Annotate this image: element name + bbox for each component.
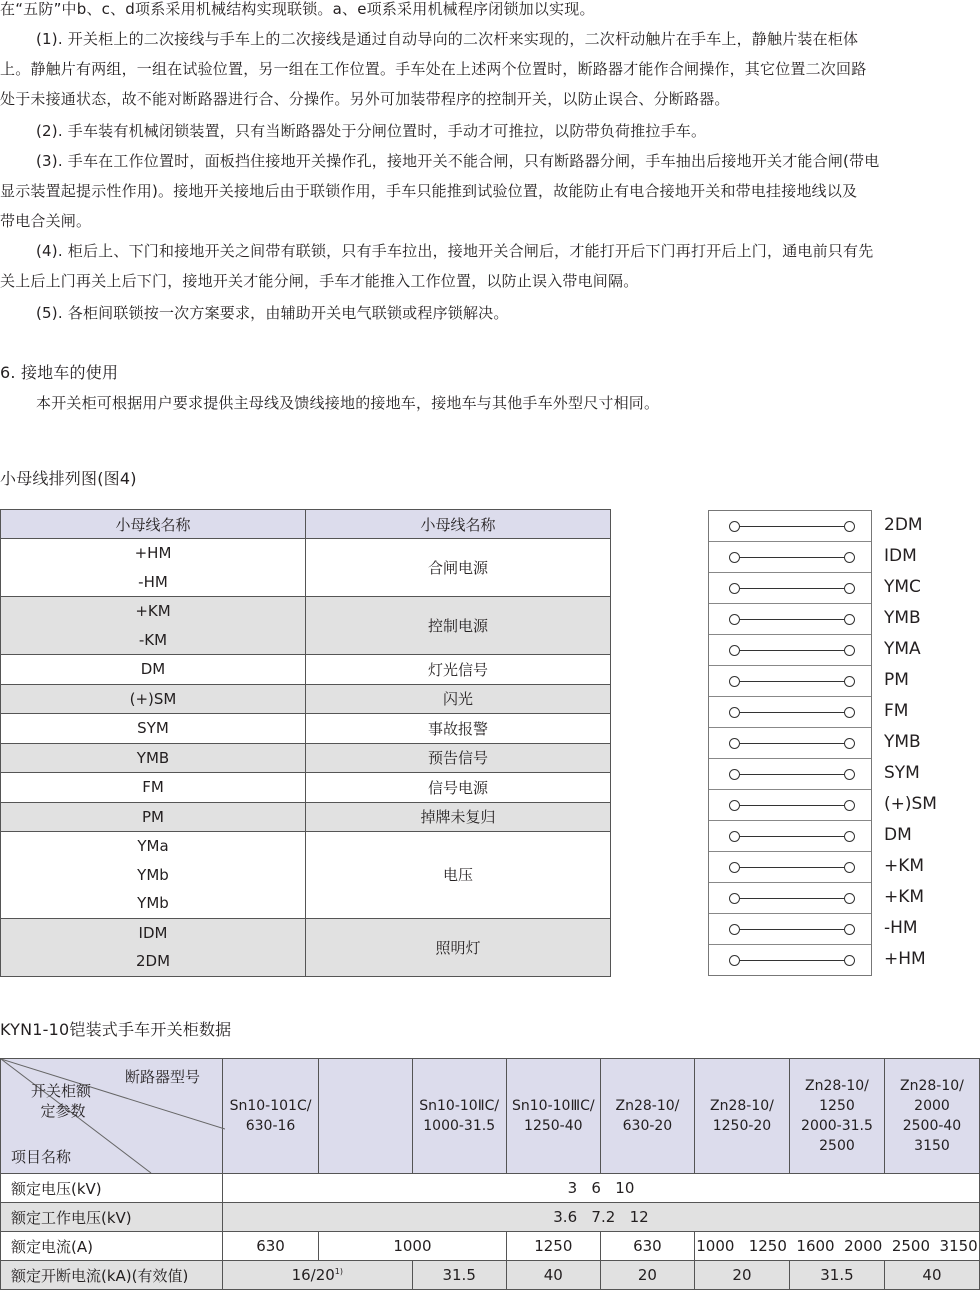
- rated-voltage-value: 3 6 10: [222, 1174, 979, 1203]
- section-6-body: 本开关柜可根据用户要求提供主母线及馈线接地的接地车，接地车与其他手车外型尺寸相同。: [36, 394, 660, 412]
- table-row: [1, 1174, 980, 1203]
- bus-name: 掉牌未复归: [306, 802, 611, 832]
- bus-code: PM: [142, 807, 164, 826]
- table-row: [1, 1232, 980, 1261]
- paragraph-3-line-2: 显示装置起提示性作用)。接地开关接地后由于联锁作用，手车只能推到试验位置，故能防止有电合接地开关和带电挂接地线以及: [0, 182, 858, 200]
- bus-code-cell: [1, 918, 306, 976]
- rated-current-value: 1000 1250 1600 2000 2500 3150: [694, 1232, 979, 1261]
- paragraph-4-line-2: 关上后上门再关上后下门，接地开关才能分闸，手车才能推入工作位置，以防止误入带电间隔。: [0, 272, 639, 290]
- busbar-label: +HM: [884, 949, 926, 969]
- busbar-label: DM: [884, 825, 912, 845]
- bus-code-cell: [1, 832, 306, 919]
- rated-current-value: 630: [222, 1232, 318, 1261]
- bus-section-title: 小母线排列图(图4): [0, 469, 137, 488]
- terminal-dot: [729, 707, 740, 718]
- breaking-current-value: 16/20$^{1)}$: [222, 1261, 412, 1290]
- paragraph-1-line-2: 上。静触片有两组，一组在试验位置，另一组在工作位置。手车处在上述两个位置时，断路器才能作合闸操作，其它位置二次回路: [0, 60, 867, 78]
- model-header: Sn10-10ⅢC/ 1250-40: [506, 1059, 600, 1174]
- terminal-dot: [729, 738, 740, 749]
- busbar-line: [709, 945, 871, 975]
- terminal-dot: [729, 800, 740, 811]
- bus-name: 灯光信号: [306, 655, 611, 685]
- terminal-dot: [729, 521, 740, 532]
- bus-code: FM: [142, 778, 164, 797]
- bus-name: 事故报警: [306, 714, 611, 744]
- terminal-dot: [729, 614, 740, 625]
- rated-current-value: 1250: [506, 1232, 600, 1261]
- model-header: Zn28-10/ 630-20: [600, 1059, 694, 1174]
- terminal-dot: [729, 676, 740, 687]
- row-label: 额定开断电流(kA)(有效值): [1, 1261, 223, 1290]
- model-header: [319, 1059, 413, 1174]
- bus-name: 照明灯: [306, 918, 611, 976]
- table-row: [1, 539, 611, 597]
- paragraph-5: (5). 各柜间联锁按一次方案要求，由辅助开关电气联锁或程序锁解决。: [36, 304, 509, 322]
- table-row: [1, 802, 611, 832]
- breaking-current-value: 40: [884, 1261, 979, 1290]
- breaking-current-value: 20: [694, 1261, 789, 1290]
- busbar-line: [709, 759, 871, 790]
- corner-bottom-label: 项目名称: [11, 1148, 72, 1166]
- table-row: [1, 1203, 980, 1232]
- busbar-line: [709, 883, 871, 914]
- terminal-dot: [844, 676, 855, 687]
- data-table-header: [1, 1059, 980, 1174]
- paragraph-1-line-3: 处于未接通状态，故不能对断路器进行合、分操作。另外可加装带程序的控制开关，以防止误合、分断路器。: [0, 90, 730, 108]
- terminal-dot: [844, 645, 855, 656]
- terminal-dot: [844, 924, 855, 935]
- table-row: [1, 684, 611, 714]
- terminal-dot: [729, 893, 740, 904]
- paragraph-2: (2). 手车装有机械闭锁装置，只有当断路器处于分闸位置时，手动才可推拉，以防带负荷推拉手车。: [36, 122, 707, 140]
- bus-table: [0, 509, 611, 977]
- table-row: [1, 597, 611, 655]
- busbar-label: IDM: [884, 546, 917, 566]
- busbar-label: 2DM: [884, 515, 923, 535]
- terminal-dot: [844, 800, 855, 811]
- paragraph-3-line-3: 带电合关闸。: [0, 212, 92, 230]
- bus-code-cell: [1, 539, 306, 597]
- corner-mid-label: 开关柜额 定参数: [31, 1082, 92, 1120]
- table-row: [1, 743, 611, 773]
- corner-cell: [1, 1059, 223, 1174]
- busbar-label: FM: [884, 701, 909, 721]
- model-header: Zn28-10/ 1250 2000-31.5 2500: [789, 1059, 884, 1174]
- busbar-label: YMB: [884, 608, 921, 628]
- table-row: [1, 832, 611, 919]
- busbar-line: [709, 666, 871, 697]
- terminal-dot: [844, 521, 855, 532]
- busbar-label: +KM: [884, 887, 925, 907]
- breaking-current-value: 20: [600, 1261, 694, 1290]
- bus-code: SYM: [137, 719, 169, 738]
- busbar-labels: [884, 510, 980, 975]
- terminal-dot: [729, 831, 740, 842]
- bus-code: 2DM: [135, 952, 171, 971]
- busbar-diagram: [708, 510, 872, 976]
- switchgear-data-table: [0, 1058, 980, 1290]
- busbar-label: YMA: [884, 639, 921, 659]
- bus-code: (+)SM: [129, 689, 177, 708]
- busbar-line: [709, 635, 871, 666]
- model-header: Zn28-10/ 1250-20: [694, 1059, 789, 1174]
- busbar-label: SYM: [884, 763, 920, 783]
- busbar-line: [709, 914, 871, 945]
- model-header: Zn28-10/ 2000 2500-40 3150: [884, 1059, 979, 1174]
- terminal-dot: [844, 955, 855, 966]
- bus-col-2-header: 小母线名称: [306, 510, 611, 539]
- table-row: [1, 1261, 980, 1290]
- bus-name: 预告信号: [306, 743, 611, 773]
- bus-code: DM: [140, 660, 166, 679]
- bus-col-1-header: 小母线名称: [1, 510, 306, 539]
- busbar-label: YMB: [884, 732, 921, 752]
- busbar-label: PM: [884, 670, 909, 690]
- intro-line: 在“五防”中b、c、d项系采用机械结构实现联锁。a、e项系采用机械程序闭锁加以实现。: [0, 0, 595, 18]
- row-label: 额定电压(kV): [1, 1174, 223, 1203]
- terminal-dot: [729, 552, 740, 563]
- terminal-dot: [844, 831, 855, 842]
- section-6-title: 6. 接地车的使用: [0, 363, 119, 382]
- busbar-line: [709, 728, 871, 759]
- terminal-dot: [844, 893, 855, 904]
- busbar-line: [709, 790, 871, 821]
- busbar-label: -HM: [884, 918, 918, 938]
- bus-name: 信号电源: [306, 773, 611, 803]
- bus-code: -KM: [138, 630, 168, 649]
- terminal-dot: [844, 583, 855, 594]
- row-label: 额定工作电压(kV): [1, 1203, 223, 1232]
- table-row: [1, 714, 611, 744]
- table-row: [1, 918, 611, 976]
- breaking-current-value: 31.5: [412, 1261, 506, 1290]
- busbar-line: [709, 542, 871, 573]
- bus-name: 闪光: [306, 684, 611, 714]
- table-row: [1, 773, 611, 803]
- bus-table-header: [1, 510, 611, 539]
- bus-code: +KM: [135, 602, 171, 621]
- terminal-dot: [729, 583, 740, 594]
- busbar-line: [709, 511, 871, 542]
- data-section-title: KYN1-10铠装式手车开关柜数据: [0, 1020, 232, 1039]
- terminal-dot: [844, 552, 855, 563]
- terminal-dot: [844, 738, 855, 749]
- terminal-dot: [844, 769, 855, 780]
- busbar-line: [709, 573, 871, 604]
- paragraph-3-line-1: (3). 手车在工作位置时，面板挡住接地开关操作孔，接地开关不能合闸，只有断路器分闸，手车抽出后接地开关才能合闸(带电: [36, 152, 880, 170]
- busbar-line: [709, 852, 871, 883]
- terminal-dot: [729, 645, 740, 656]
- terminal-dot: [729, 862, 740, 873]
- terminal-dot: [844, 862, 855, 873]
- bus-code: YMB: [136, 748, 170, 767]
- busbar-line: [709, 697, 871, 728]
- busbar-label: +KM: [884, 856, 925, 876]
- bus-code: +HM: [134, 544, 172, 563]
- busbar-line: [709, 604, 871, 635]
- corner-top-label: 断路器型号: [125, 1068, 201, 1086]
- bus-name: 控制电源: [306, 597, 611, 655]
- terminal-dot: [729, 924, 740, 935]
- terminal-dot: [729, 955, 740, 966]
- paragraph-1-line-1: (1). 开关柜上的二次接线与手车上的二次接线是通过自动导向的二次杆来实现的，二次杆动触片在手车上，静触片装在柜体: [36, 30, 859, 48]
- bus-code: YMb: [137, 894, 169, 913]
- bus-name: 合闸电源: [306, 539, 611, 597]
- model-header: Sn10-101C/ 630-16: [222, 1059, 318, 1174]
- bus-name: 电压: [306, 832, 611, 919]
- bus-code-cell: [1, 597, 306, 655]
- breaking-current-value: 40: [506, 1261, 600, 1290]
- bus-code: YMa: [137, 837, 169, 856]
- busbar-line: [709, 821, 871, 852]
- terminal-dot: [729, 769, 740, 780]
- row-label: 额定电流(A): [1, 1232, 223, 1261]
- model-header: Sn10-10ⅡC/ 1000-31.5: [412, 1059, 506, 1174]
- paragraph-4-line-1: (4). 柜后上、下门和接地开关之间带有联锁，只有手车拉出，接地开关合闸后，才能打开后下门再打开后上门，通电前只有先: [36, 242, 874, 260]
- terminal-dot: [844, 707, 855, 718]
- rated-current-value: 630: [600, 1232, 694, 1261]
- busbar-label: (+)SM: [884, 794, 937, 814]
- breaking-current-value: 31.5: [789, 1261, 884, 1290]
- bus-code: IDM: [138, 923, 168, 942]
- bus-code: YMb: [137, 865, 169, 884]
- terminal-dot: [844, 614, 855, 625]
- bus-code: -HM: [138, 572, 168, 591]
- working-voltage-value: 3.6 7.2 12: [222, 1203, 979, 1232]
- rated-current-value: 1000: [319, 1232, 507, 1261]
- busbar-label: YMC: [884, 577, 921, 597]
- table-row: [1, 655, 611, 685]
